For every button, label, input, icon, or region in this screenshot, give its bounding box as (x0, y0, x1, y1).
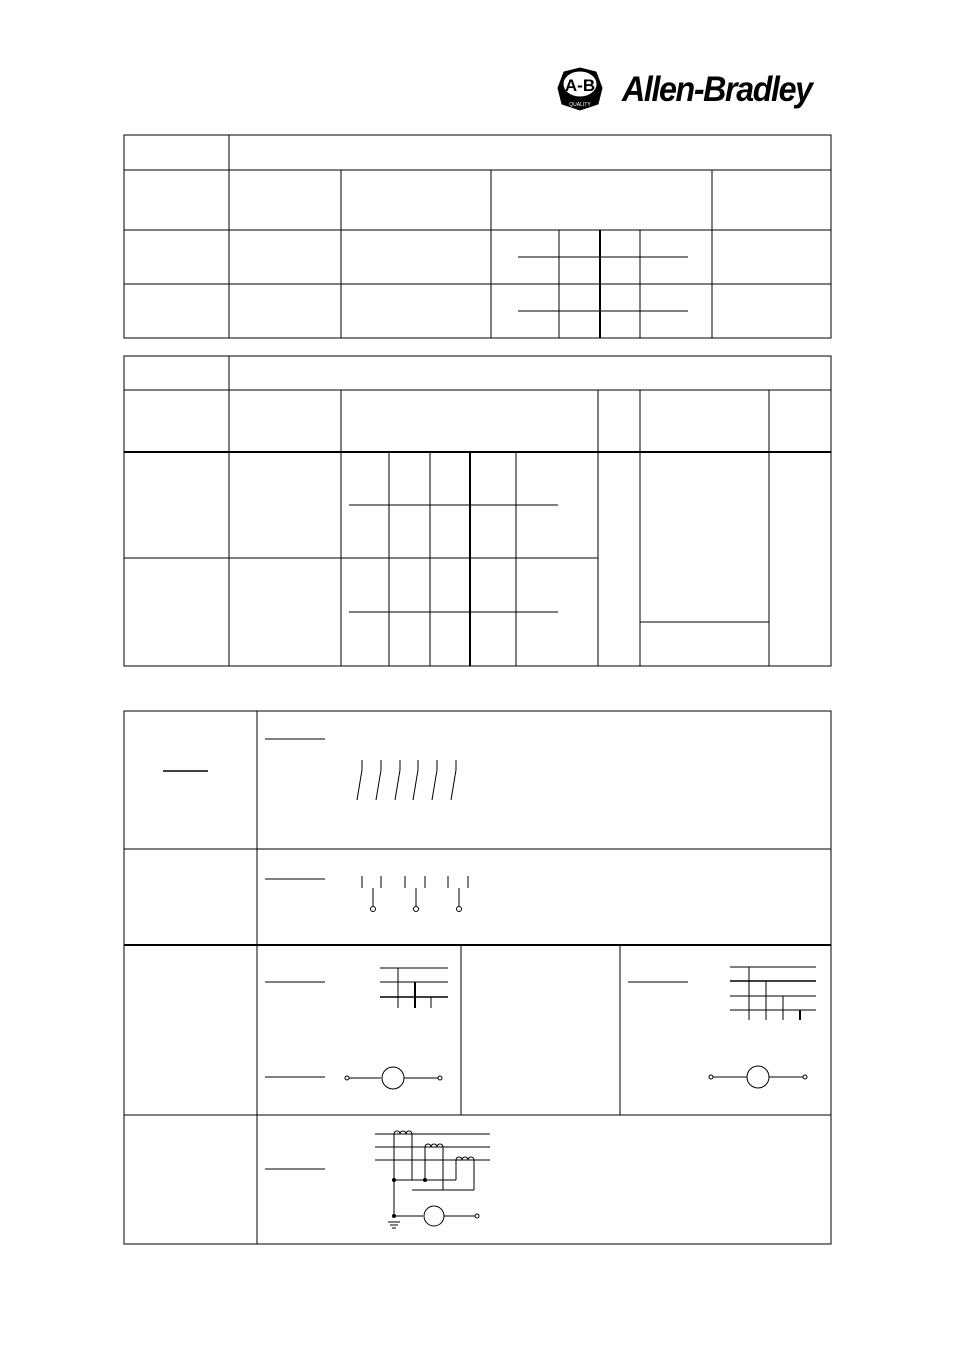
meter-left (345, 1067, 442, 1089)
bus-diagram-left (380, 968, 448, 1008)
brand-name: Allen-Bradley (622, 70, 812, 109)
table-3 (124, 711, 831, 1244)
terminal-pairs-diagram (362, 876, 468, 912)
current-transformer-diagram (375, 1131, 490, 1228)
table-2 (124, 356, 831, 666)
table-1 (124, 135, 831, 338)
meter-right (709, 1066, 807, 1088)
badge-caption: QUALITY (569, 102, 591, 108)
badge-letters: A-B (564, 76, 596, 95)
bus-diagram-right (730, 967, 816, 1020)
ab-logo-badge (558, 68, 602, 110)
switch-contacts-diagram (357, 760, 456, 800)
